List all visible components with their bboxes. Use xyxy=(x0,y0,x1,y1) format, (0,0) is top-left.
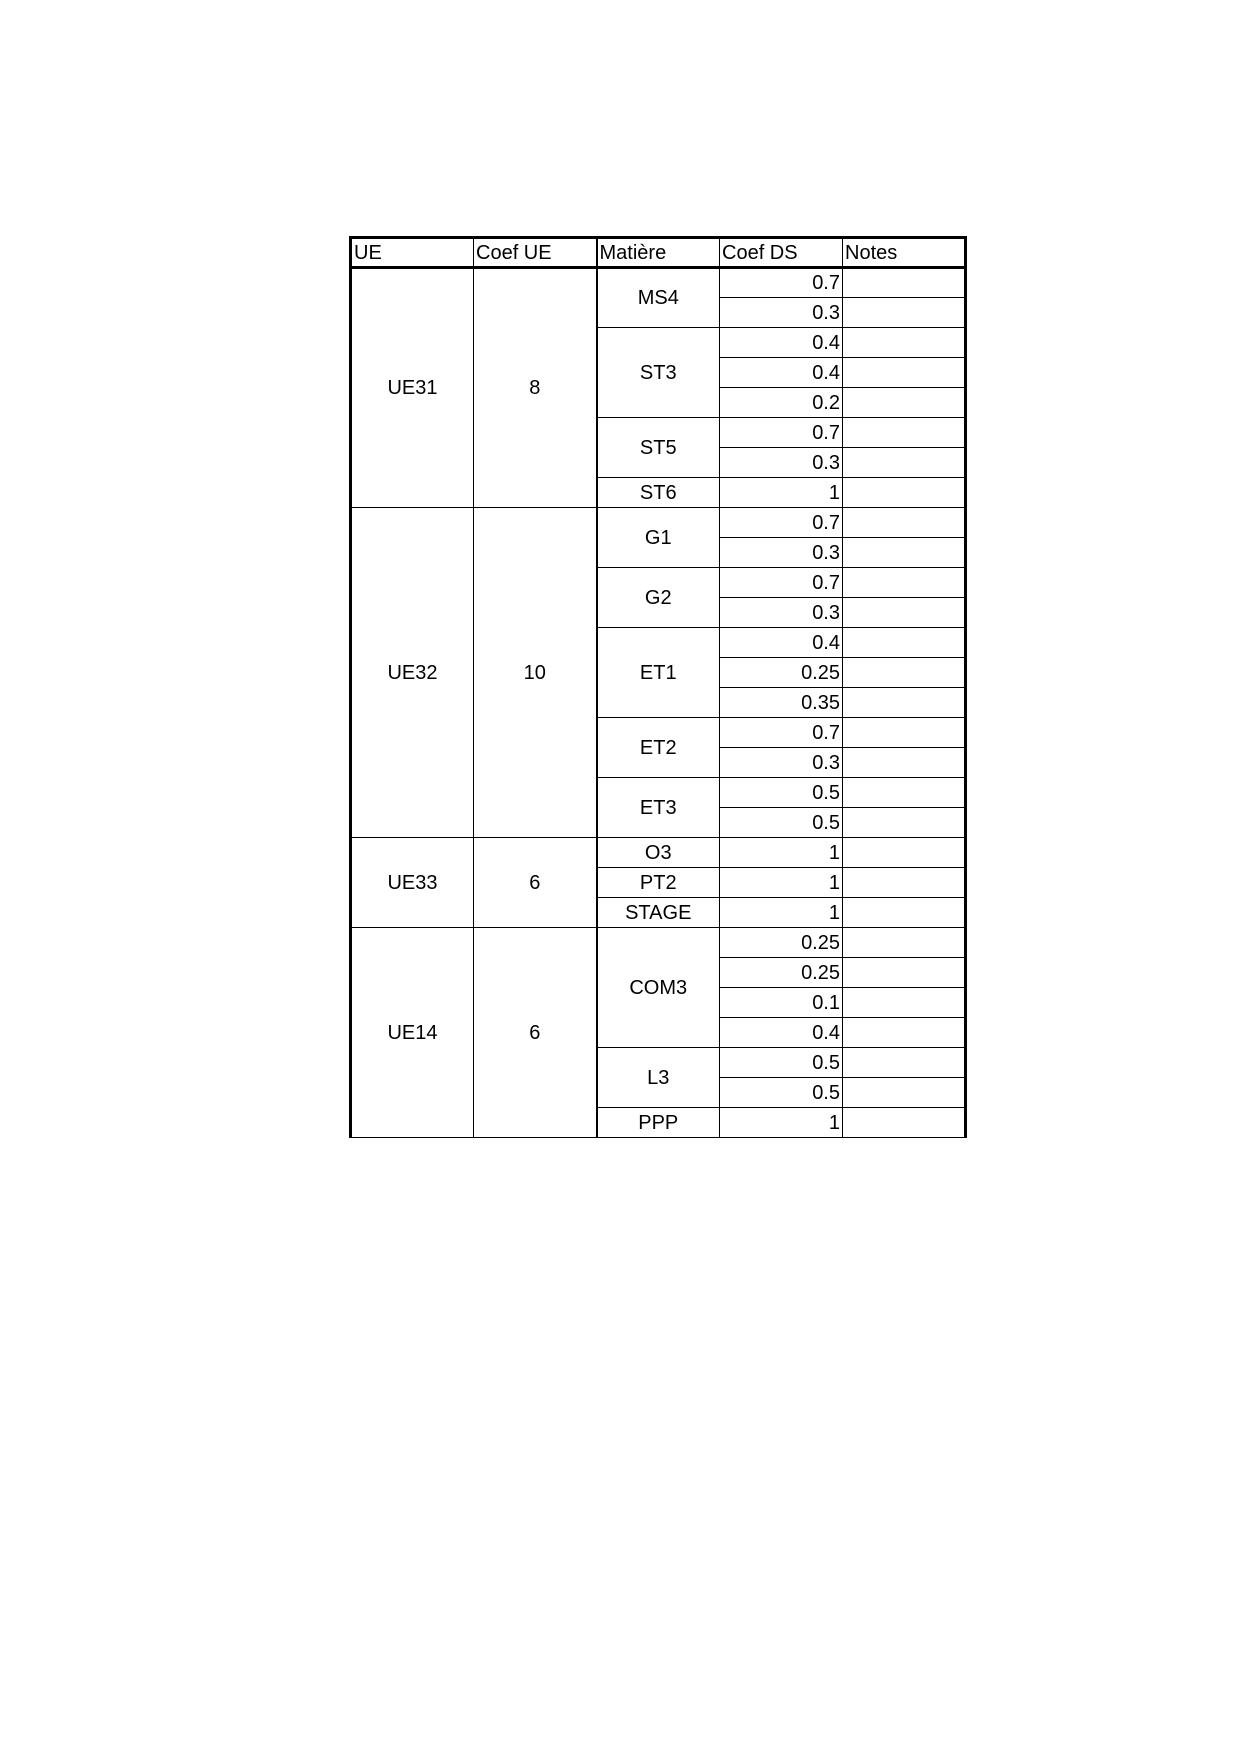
matiere-cell: MS4 xyxy=(597,268,720,328)
coef-ue-cell: 6 xyxy=(474,928,597,1138)
notes-cell[interactable] xyxy=(843,388,966,418)
coef-ds-cell: 0.7 xyxy=(720,418,843,448)
coef-ds-cell: 1 xyxy=(720,478,843,508)
coef-ds-cell: 1 xyxy=(720,1108,843,1138)
notes-cell[interactable] xyxy=(843,1048,966,1078)
notes-cell[interactable] xyxy=(843,568,966,598)
notes-cell[interactable] xyxy=(843,628,966,658)
notes-cell[interactable] xyxy=(843,988,966,1018)
notes-cell[interactable] xyxy=(843,748,966,778)
ue-cell: UE33 xyxy=(351,838,474,928)
matiere-cell: PPP xyxy=(597,1108,720,1138)
header-notes: Notes xyxy=(843,238,966,268)
notes-cell[interactable] xyxy=(843,658,966,688)
notes-cell[interactable] xyxy=(843,418,966,448)
coef-ds-cell: 0.4 xyxy=(720,1018,843,1048)
notes-cell[interactable] xyxy=(843,868,966,898)
notes-cell[interactable] xyxy=(843,778,966,808)
coef-ue-cell: 8 xyxy=(474,268,597,508)
notes-cell[interactable] xyxy=(843,358,966,388)
matiere-cell: ET2 xyxy=(597,718,720,778)
notes-cell[interactable] xyxy=(843,598,966,628)
ue-cell: UE32 xyxy=(351,508,474,838)
notes-cell[interactable] xyxy=(843,688,966,718)
matiere-cell: ET1 xyxy=(597,628,720,718)
table-row xyxy=(351,928,966,958)
coef-ds-cell: 0.25 xyxy=(720,928,843,958)
notes-cell[interactable] xyxy=(843,508,966,538)
notes-cell[interactable] xyxy=(843,328,966,358)
notes-cell[interactable] xyxy=(843,1018,966,1048)
notes-cell[interactable] xyxy=(843,538,966,568)
ue-cell: UE31 xyxy=(351,268,474,508)
notes-cell[interactable] xyxy=(843,1108,966,1138)
notes-cell[interactable] xyxy=(843,958,966,988)
coef-ue-cell: 6 xyxy=(474,838,597,928)
coef-ds-cell: 0.25 xyxy=(720,958,843,988)
coef-ds-cell: 0.4 xyxy=(720,628,843,658)
matiere-cell: ST6 xyxy=(597,478,720,508)
coef-ds-cell: 0.3 xyxy=(720,598,843,628)
notes-cell[interactable] xyxy=(843,298,966,328)
coef-ds-cell: 0.3 xyxy=(720,298,843,328)
coef-ds-cell: 0.7 xyxy=(720,268,843,298)
coef-ue-cell: 10 xyxy=(474,508,597,838)
matiere-cell: COM3 xyxy=(597,928,720,1048)
ue-cell: UE14 xyxy=(351,928,474,1138)
coef-ds-cell: 0.7 xyxy=(720,718,843,748)
matiere-cell: ST5 xyxy=(597,418,720,478)
matiere-cell: L3 xyxy=(597,1048,720,1108)
coef-ds-cell: 0.25 xyxy=(720,658,843,688)
matiere-cell: O3 xyxy=(597,838,720,868)
table-row xyxy=(351,838,966,868)
notes-cell[interactable] xyxy=(843,268,966,298)
notes-cell[interactable] xyxy=(843,448,966,478)
coef-ds-cell: 0.5 xyxy=(720,808,843,838)
coef-ds-cell: 0.3 xyxy=(720,748,843,778)
coef-ds-cell: 1 xyxy=(720,868,843,898)
matiere-cell: PT2 xyxy=(597,868,720,898)
header-coef-ds: Coef DS xyxy=(720,238,843,268)
coef-ds-cell: 1 xyxy=(720,898,843,928)
coef-ds-cell: 0.4 xyxy=(720,328,843,358)
matiere-cell: ST3 xyxy=(597,328,720,418)
coef-ds-cell: 0.35 xyxy=(720,688,843,718)
coef-ds-cell: 0.5 xyxy=(720,1078,843,1108)
notes-cell[interactable] xyxy=(843,808,966,838)
notes-cell[interactable] xyxy=(843,718,966,748)
notes-cell[interactable] xyxy=(843,928,966,958)
header-matiere: Matière xyxy=(597,238,720,268)
notes-cell[interactable] xyxy=(843,838,966,868)
coef-ds-cell: 0.3 xyxy=(720,538,843,568)
coef-ds-cell: 0.7 xyxy=(720,568,843,598)
matiere-cell: ET3 xyxy=(597,778,720,838)
header-coef-ue: Coef UE xyxy=(474,238,597,268)
coef-ds-cell: 0.1 xyxy=(720,988,843,1018)
coef-ds-cell: 0.2 xyxy=(720,388,843,418)
notes-cell[interactable] xyxy=(843,1078,966,1108)
grades-table xyxy=(349,236,967,1138)
notes-cell[interactable] xyxy=(843,898,966,928)
table-row xyxy=(351,268,966,298)
table-row xyxy=(351,508,966,538)
coef-ds-cell: 1 xyxy=(720,838,843,868)
coef-ds-cell: 0.3 xyxy=(720,448,843,478)
table-body xyxy=(351,268,966,1138)
matiere-cell: G2 xyxy=(597,568,720,628)
matiere-cell: STAGE xyxy=(597,898,720,928)
header-ue: UE xyxy=(351,238,474,268)
coef-ds-cell: 0.5 xyxy=(720,1048,843,1078)
matiere-cell: G1 xyxy=(597,508,720,568)
coef-ds-cell: 0.7 xyxy=(720,508,843,538)
coef-ds-cell: 0.5 xyxy=(720,778,843,808)
coef-ds-cell: 0.4 xyxy=(720,358,843,388)
notes-cell[interactable] xyxy=(843,478,966,508)
header-row xyxy=(351,238,966,268)
